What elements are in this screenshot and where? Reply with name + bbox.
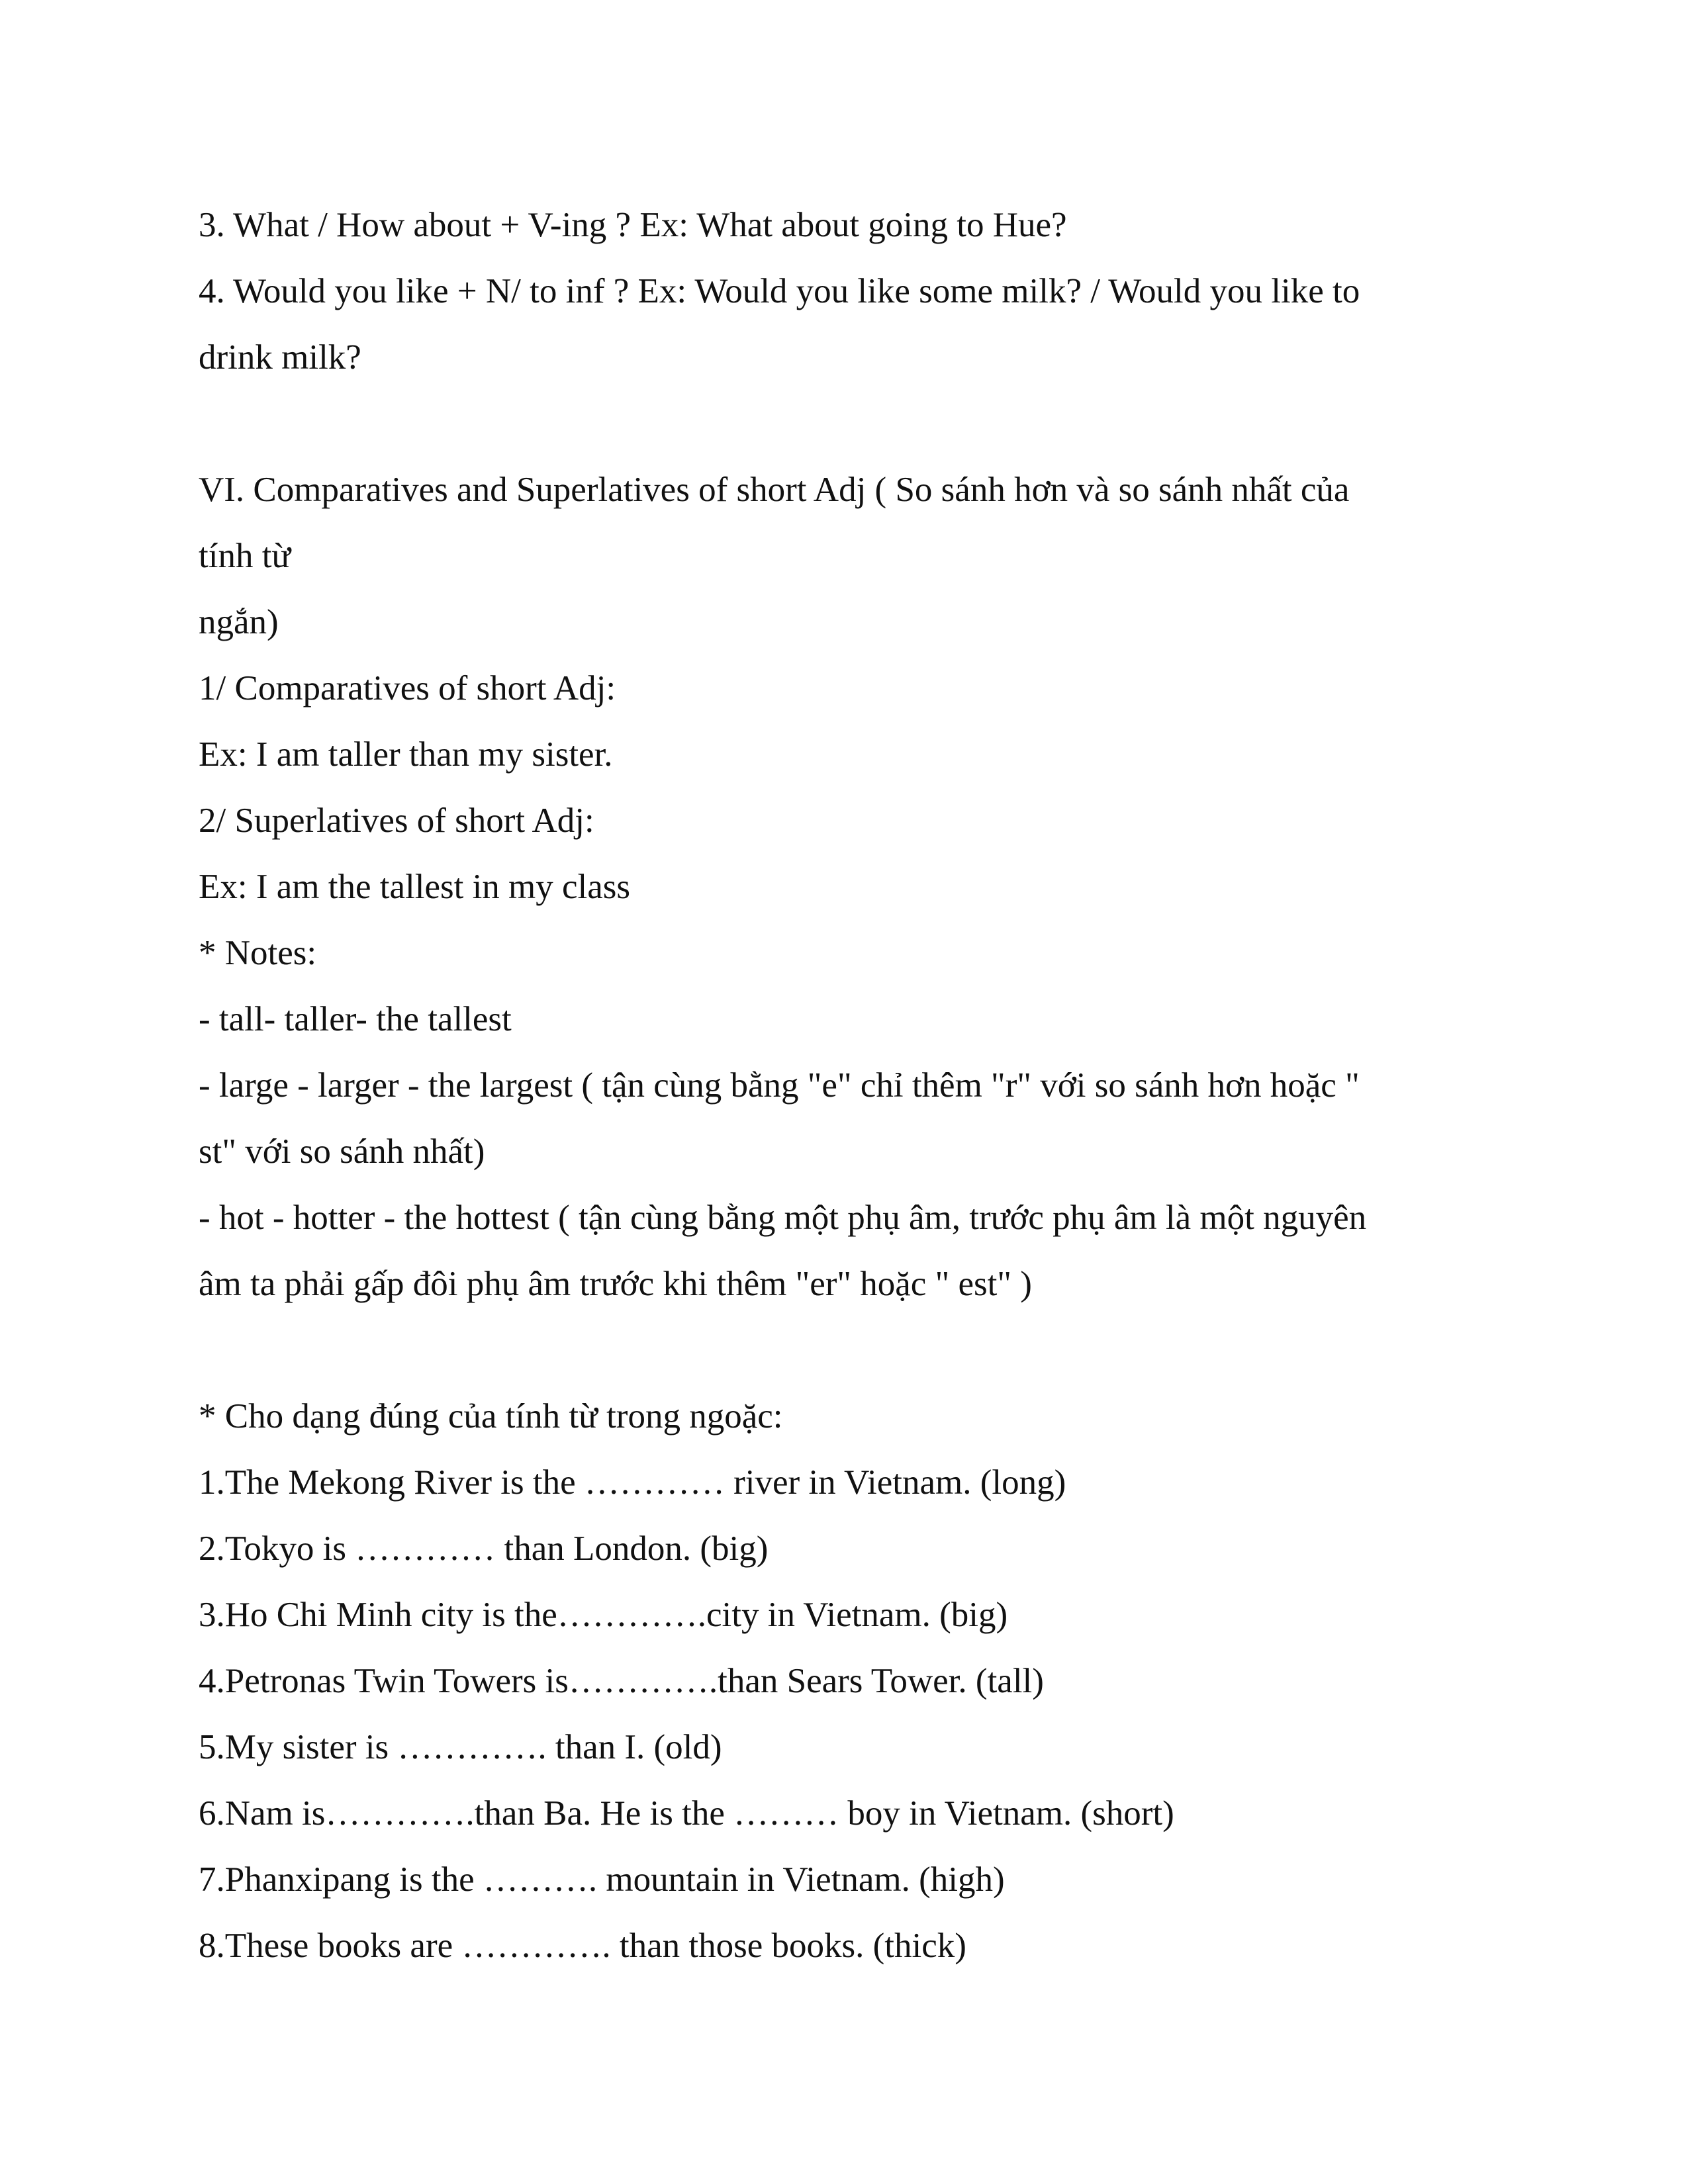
suggestion-line-3: 3. What / How about + V-ing ? Ex: What about going to Hue? bbox=[199, 206, 1067, 244]
document-body bbox=[199, 192, 1496, 1979]
exercise-item: 2.Tokyo is ………… than London. (big) bbox=[199, 1529, 769, 1568]
suggestion-line-4b: drink milk? bbox=[199, 338, 361, 377]
note-3a: - hot - hotter - the hottest ( tận cùng bằng một phụ âm, trước phụ âm là một nguyên bbox=[199, 1199, 1367, 1237]
section-heading-c: ngắn) bbox=[199, 603, 279, 641]
note-2b: st" với so sánh nhất) bbox=[199, 1132, 485, 1171]
spacer bbox=[199, 390, 1496, 457]
exercise-item: 3.Ho Chi Minh city is the………….city in Vietnam. (big) bbox=[199, 1596, 1008, 1634]
suggestion-line-4a: 4. Would you like + N/ to inf ? Ex: Would you like some milk? / Would you like to bbox=[199, 272, 1360, 310]
note-2a: - large - larger - the largest ( tận cùng bằng "e" chỉ thêm "r" với so sánh hơn hoặc " bbox=[199, 1066, 1360, 1105]
notes-title: * Notes: bbox=[199, 934, 317, 972]
superlatives-example: Ex: I am the tallest in my class bbox=[199, 868, 631, 906]
exercise-item: 6.Nam is………….than Ba. He is the ……… boy in Vietnam. (short) bbox=[199, 1794, 1174, 1833]
note-3b: âm ta phải gấp đôi phụ âm trước khi thêm "er" hoặc " est" ) bbox=[199, 1265, 1032, 1303]
exercise-item: 7.Phanxipang is the ………. mountain in Vietnam. (high) bbox=[199, 1860, 1005, 1899]
exercise-item: 8.These books are …………. than those books. (thick) bbox=[199, 1927, 966, 1965]
exercise-item: 5.My sister is …………. than I. (old) bbox=[199, 1728, 722, 1766]
spacer bbox=[199, 1317, 1496, 1383]
section-heading-a: VI. Comparatives and Superlatives of short Adj ( So sánh hơn và so sánh nhất của bbox=[199, 471, 1350, 509]
exercise-title: * Cho dạng đúng của tính từ trong ngoặc: bbox=[199, 1397, 783, 1435]
superlatives-title: 2/ Superlatives of short Adj: bbox=[199, 801, 594, 840]
section-heading-b: tính từ bbox=[199, 537, 291, 575]
comparatives-title: 1/ Comparatives of short Adj: bbox=[199, 669, 616, 707]
note-1: - tall- taller- the tallest bbox=[199, 1000, 512, 1038]
exercise-item: 4.Petronas Twin Towers is………….than Sears Tower. (tall) bbox=[199, 1662, 1044, 1700]
comparatives-example: Ex: I am taller than my sister. bbox=[199, 735, 613, 774]
exercise-item: 1.The Mekong River is the ………… river in Vietnam. (long) bbox=[199, 1463, 1066, 1502]
